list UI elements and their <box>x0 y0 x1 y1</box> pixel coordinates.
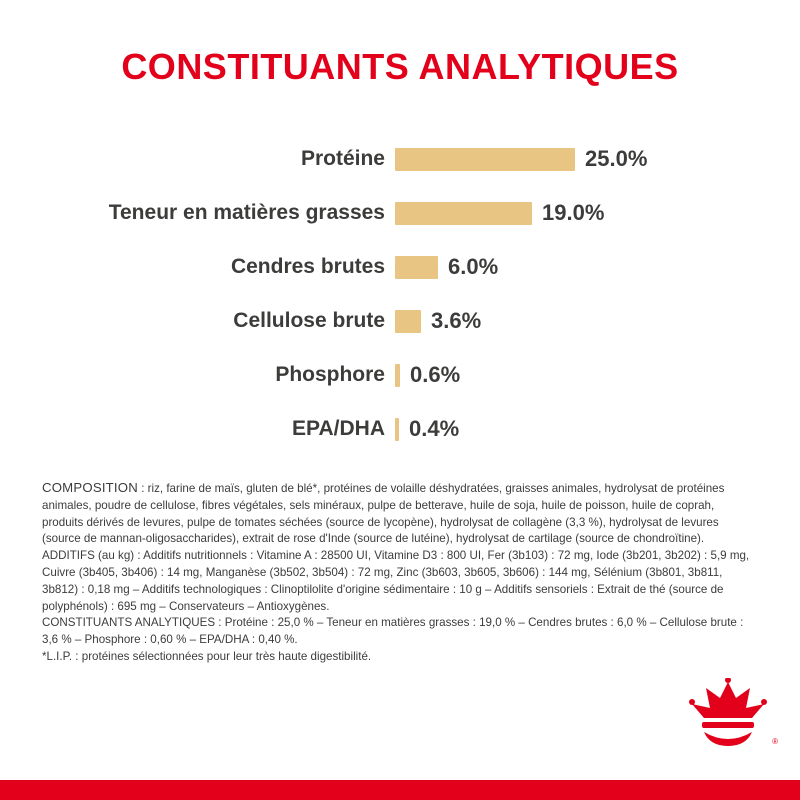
bar-track <box>395 200 760 226</box>
page-title: CONSTITUANTS ANALYTIQUES <box>121 46 679 87</box>
composition-paragraph <box>42 478 758 548</box>
bar-label: Phosphore <box>275 363 385 386</box>
chart-row <box>40 294 760 348</box>
bar-fill <box>395 148 575 171</box>
bar-value: 25.0% <box>585 146 648 171</box>
bar-value: 3.6% <box>431 308 482 333</box>
chart-row <box>40 240 760 294</box>
chart-row <box>40 186 760 240</box>
bar-value: 0.6% <box>410 362 461 387</box>
bar-label: EPA/DHA <box>292 417 385 440</box>
bar-track <box>395 362 760 388</box>
bar-value: 19.0% <box>542 200 605 225</box>
composition-lead-text: : riz, farine de maïs, gluten de blé*, protéines de volaille déshydratées, graisses animales, hydrolysat de protéines animales, poudre de cellulose, fibres végétales, sels minéraux, pulpe de betterave, huile de soja, huile de poisson, huile de coprah, produits dérivés de levures, pulpe de tomates séchées (source de lycopène), hydrolysat de collagène (3,3 %), hydrolysat de levures (source de mannan-oligosaccharides), extrait de rose d'Inde (source de lutéine), hydrolysat de cartilage (source de chondroïtine). <box>42 482 725 546</box>
bottom-red-bar <box>0 780 800 800</box>
bar-value: 6.0% <box>448 254 499 279</box>
registered-mark: ® <box>772 737 778 746</box>
bar-value: 0.4% <box>409 416 460 441</box>
chart-row <box>40 402 760 456</box>
bar-fill <box>395 364 400 387</box>
bar-label: Cellulose brute <box>233 309 385 332</box>
analytical-constituents-chart <box>40 132 760 456</box>
composition-text <box>42 478 758 666</box>
bar-fill <box>395 418 399 441</box>
bar-fill <box>395 202 532 225</box>
bar-track <box>395 416 760 442</box>
composition-lead-label: COMPOSITION <box>42 480 138 495</box>
bar-track <box>395 146 760 172</box>
bar-label: Protéine <box>300 147 385 170</box>
royal-canin-crown-logo <box>686 678 770 748</box>
chart-row <box>40 348 760 402</box>
additives-paragraph: ADDITIFS (au kg) : Additifs nutritionnels : Vitamine A : 28500 UI, Vitamine D3 : 800 UI, Fer (3b103) : 72 mg, Iode (3b201, 3b202) : 5,9 mg, Cuivre (3b405, 3b406) : 14 mg, Manganèse (3b502, 3b504) : 72 mg, Zinc (3b603, 3b605, 3b606) : 144 mg, Sélénium (3b801, 3b811, 3b812) : 0,18 mg – Additifs technologiques : Clinoptilolite d'origine sédimentaire : 10 g – Additifs sensoriels : Extrait de thé (source de polyphénols) : 695 mg – Conservateurs – Antioxygènes. <box>42 549 750 613</box>
bar-label: Cendres brutes <box>230 255 385 278</box>
chart-row <box>40 132 760 186</box>
bar-fill <box>395 256 438 279</box>
bar-track <box>395 308 760 334</box>
bar-label: Teneur en matières grasses <box>108 201 385 224</box>
footnote-paragraph: *L.I.P. : protéines sélectionnées pour leur très haute digestibilité. <box>42 649 372 663</box>
bar-fill <box>395 310 421 333</box>
bar-track <box>395 254 760 280</box>
analytical-paragraph: CONSTITUANTS ANALYTIQUES : Protéine : 25,0 % – Teneur en matières grasses : 19,0 % – Cendres brutes : 6,0 % – Cellulose brute : 3,6 % – Phosphore : 0,60 % – EPA/DHA : 0,40 %. <box>42 616 744 647</box>
